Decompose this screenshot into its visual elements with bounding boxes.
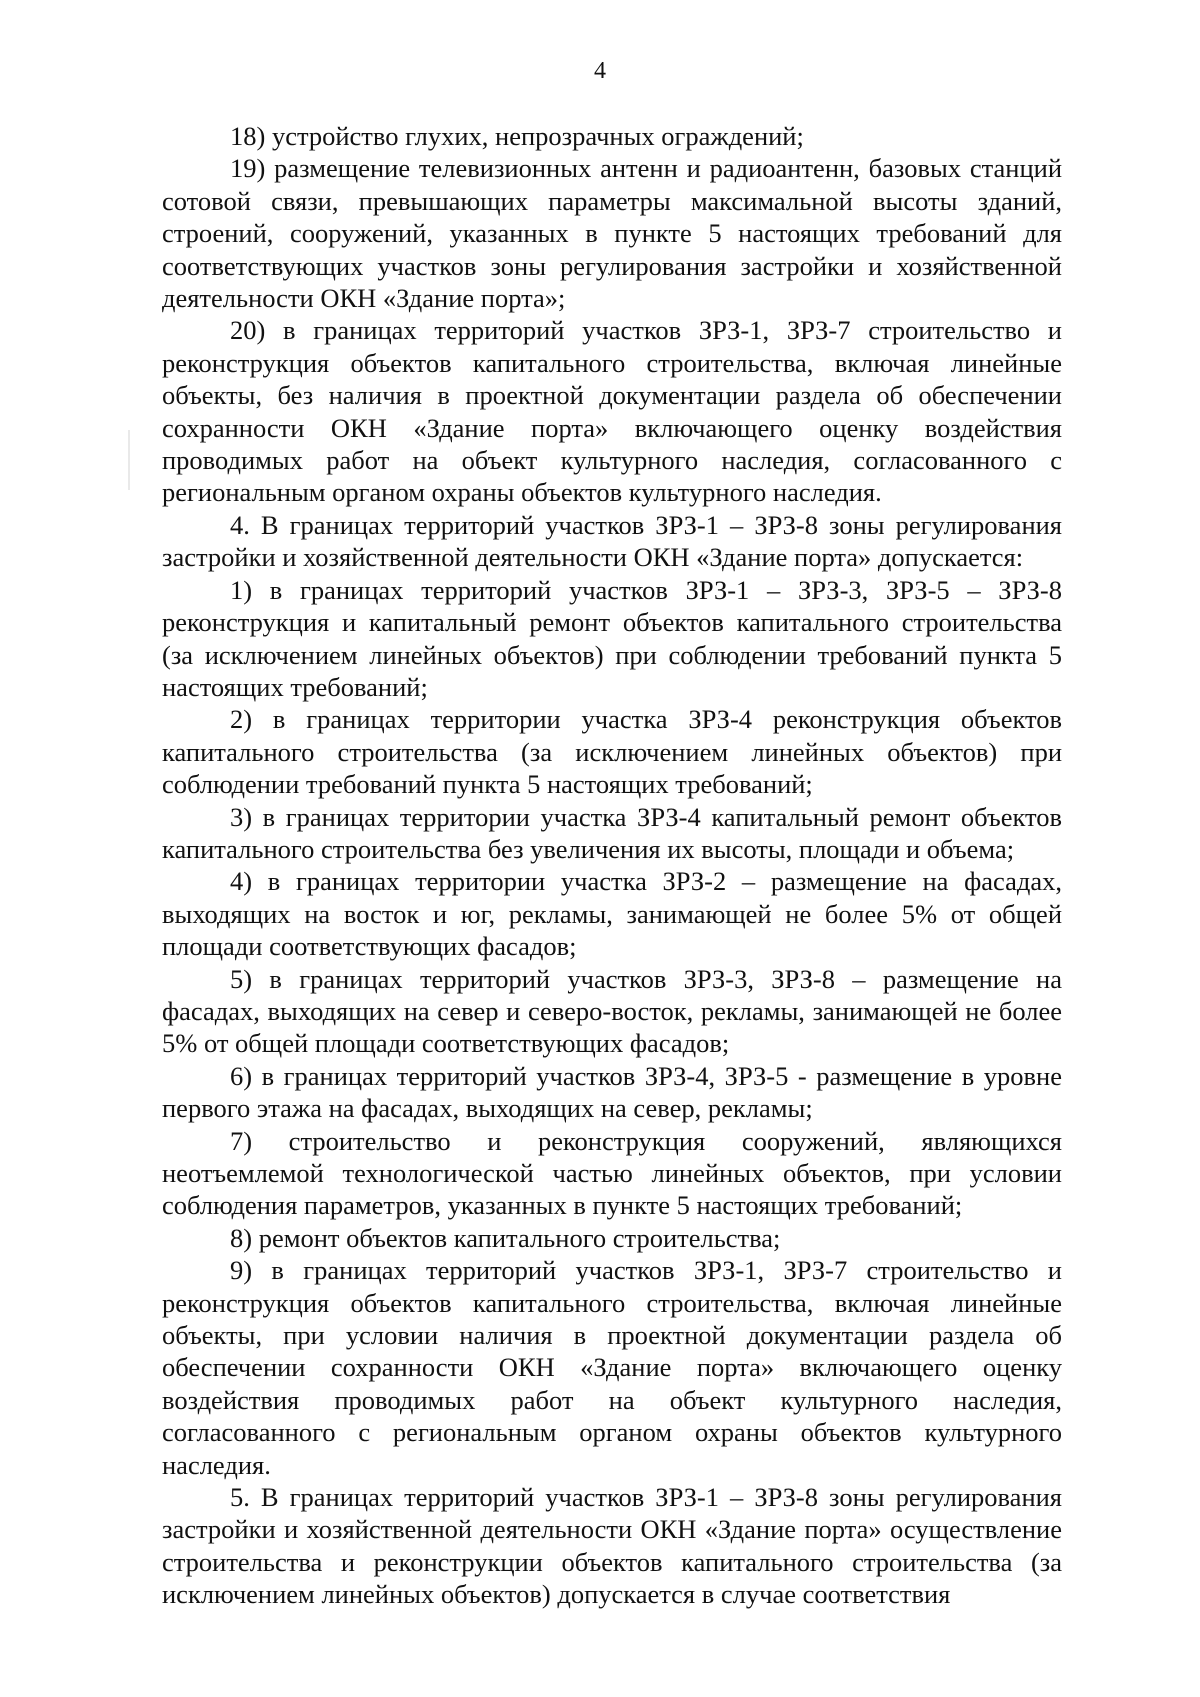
section-4-item-8: 8) ремонт объектов капитального строительства;	[230, 1222, 781, 1253]
section-4-item-6: 6) в границах территорий участков ЗРЗ-4, ЗРЗ-5 - размещение в уровне первого этажа на фасадах, выходящих на север, рекламы;	[162, 1060, 1062, 1124]
section-4-item-9: 9) в границах территорий участков ЗРЗ-1, ЗРЗ-7 строительство и реконструкция объектов капитального строительства, включая линейные объекты, при условии наличия в проектной документации раздела об обеспечении сохранности ОКН «Здание порта» включающего оценку воздействия проводимых работ на объект культурного наследия, согласованного с региональным органом охраны объектов культурного наследия.	[162, 1255, 1062, 1480]
page-number: 4	[594, 58, 606, 84]
section-4-item-1: 1) в границах территорий участков ЗРЗ-1 – ЗРЗ-3, ЗРЗ-5 – ЗРЗ-8 реконструкция и капитальный ремонт объектов капитального строительства (за исключением линейных объектов) при соблюдении требований пункта 5 настоящих требований;	[162, 574, 1062, 702]
section-4-item-4: 4) в границах территории участка ЗРЗ-2 – размещение на фасадах, выходящих на восток и юг, рекламы, занимающей не более 5% от общей площади соответствующих фасадов;	[162, 866, 1062, 962]
list-item-20: 20) в границах территорий участков ЗРЗ-1, ЗРЗ-7 строительство и реконструкция объектов капитального строительства, включая линейные объекты, без наличия в проектной документации раздела об обеспечении сохранности ОКН «Здание порта» включающего оценку воздействия проводимых работ на объект культурного наследия, согласованного с региональным органом охраны объектов культурного наследия.	[162, 315, 1062, 508]
list-item-18: 18) устройство глухих, непрозрачных ограждений;	[230, 121, 804, 151]
scan-artifact	[128, 430, 130, 490]
section-4-intro: 4. В границах территорий участков ЗРЗ-1 – ЗРЗ-8 зоны регулирования застройки и хозяйственной деятельности ОКН «Здание порта» допускается:	[162, 509, 1062, 573]
section-4-item-7: 7) строительство и реконструкция сооружений, являющихся неотъемлемой технологической частью линейных объектов, при условии соблюдения параметров, указанных в пункте 5 настоящих требований;	[162, 1125, 1062, 1221]
section-5-intro: 5. В границах территорий участков ЗРЗ-1 – ЗРЗ-8 зоны регулирования застройки и хозяйственной деятельности ОКН «Здание порта» осуществление строительства и реконструкции объектов капитального строительства (за исключением линейных объектов) допускается в случае соответствия	[162, 1482, 1062, 1610]
section-4-item-3: 3) в границах территории участка ЗРЗ-4 капитальный ремонт объектов капитального строительства без увеличения их высоты, площади и объема;	[162, 801, 1062, 864]
list-item-19: 19) размещение телевизионных антенн и радиоантенн, базовых станций сотовой связи, превышающих параметры максимальной высоты зданий, строений, сооружений, указанных в пункте 5 настоящих требований для соответствующих участков зоны регулирования застройки и хозяйственной деятельности ОКН «Здание порта»;	[162, 153, 1062, 314]
document-body	[162, 120, 1062, 1611]
section-4-item-2: 2) в границах территории участка ЗРЗ-4 реконструкция объектов капитального строительства (за исключением линейных объектов) при соблюдении требований пункта 5 настоящих требований;	[162, 704, 1062, 800]
section-4-item-5: 5) в границах территорий участков ЗРЗ-3, ЗРЗ-8 – размещение на фасадах, выходящих на север и северо-восток, рекламы, занимающей не более 5% от общей площади соответствующих фасадов;	[162, 963, 1062, 1059]
